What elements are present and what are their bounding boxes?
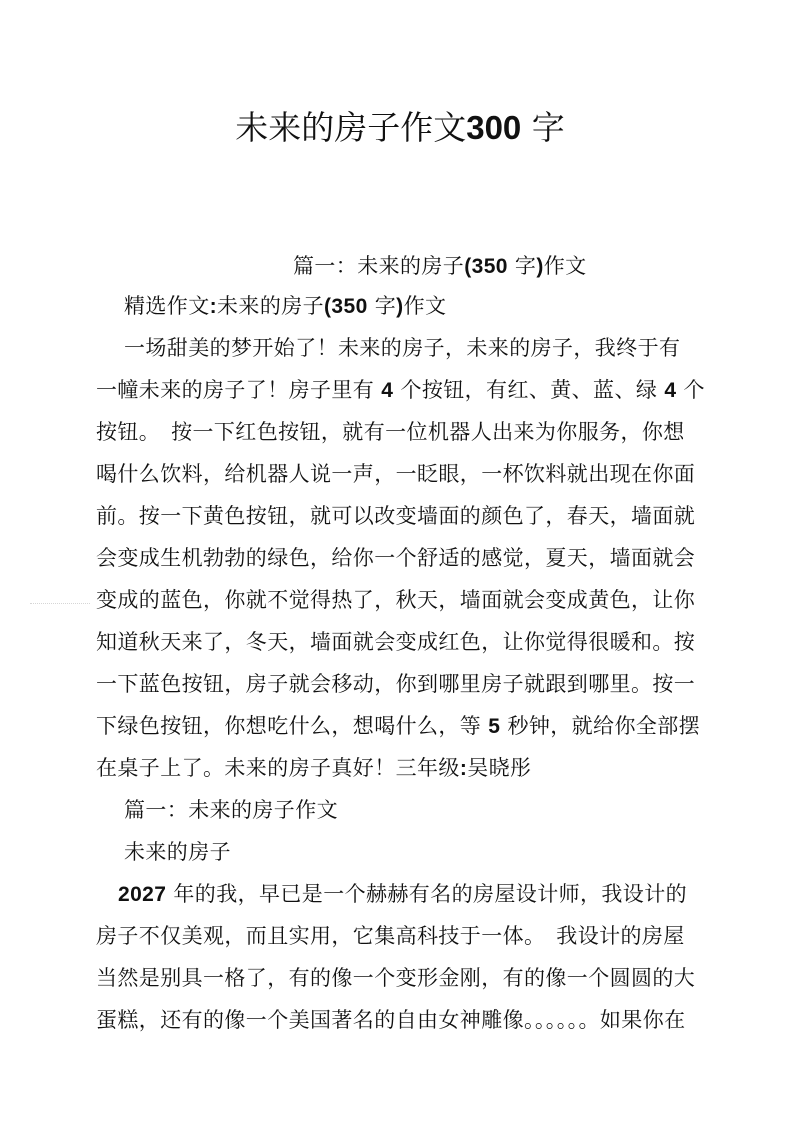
title-suffix: 字: [531, 108, 565, 147]
section1-line: 会变成生机勃勃的绿色，给你一个舒适的感觉，夏天，墙面就会: [96, 546, 696, 570]
section2-line: 房子不仅美观，而且实用，它集高科技于一体。 我设计的房屋: [96, 924, 685, 948]
section2-line: 蛋糕，还有的像一个美国著名的自由女神雕像。。。。。。如果你在: [96, 1008, 686, 1032]
section1-line: 在桌子上了。未来的房子真好！三年级:吴晓彤: [96, 756, 532, 780]
section1-line: 一下蓝色按钮，房子就会移动，你到哪里房子就跟到哪里。按一: [96, 672, 696, 696]
section1-line: 变成的蓝色，你就不觉得热了，秋天，墙面就会变成黄色，让你: [96, 588, 696, 612]
faint-dotted-rule: [30, 603, 90, 604]
section1-line: 下绿色按钮，你想吃什么，想喝什么，等 5 秒钟，就给你全部摆: [96, 714, 701, 738]
section2-line: 2027 年的我，早已是一个赫赫有名的房屋设计师，我设计的: [118, 882, 688, 906]
section1-heading: 篇一：未来的房子(350 字)作文: [293, 254, 587, 278]
section2-heading: 篇一：未来的房子作文: [124, 798, 338, 822]
page-title: [0, 104, 800, 152]
section2-line: 当然是别具一格了，有的像一个变形金刚，有的像一个圆圆的大: [96, 966, 696, 990]
section1-line: 知道秋天来了，冬天，墙面就会变成红色，让你觉得很暖和。按: [96, 630, 696, 654]
section1-line: 喝什么饮料，给机器人说一声，一眨眼，一杯饮料就出现在你面: [96, 462, 696, 486]
section1-line: 一场甜美的梦开始了！未来的房子，未来的房子，我终于有: [124, 336, 681, 360]
title-text: 未来的房子作文: [235, 108, 467, 147]
title-number: 300: [466, 109, 522, 146]
section1-line: 一幢未来的房子了！房子里有 4 个按钮，有红、黄、蓝、绿 4 个: [96, 378, 705, 402]
section2-subheading: 未来的房子: [124, 840, 231, 864]
section1-line: 按钮。 按一下红色按钮，就有一位机器人出来为你服务，你想: [96, 420, 685, 444]
section1-line: 前。按一下黄色按钮，就可以改变墙面的颜色了，春天，墙面就: [96, 504, 696, 528]
section1-subheading: 精选作文:未来的房子(350 字)作文: [124, 294, 447, 318]
